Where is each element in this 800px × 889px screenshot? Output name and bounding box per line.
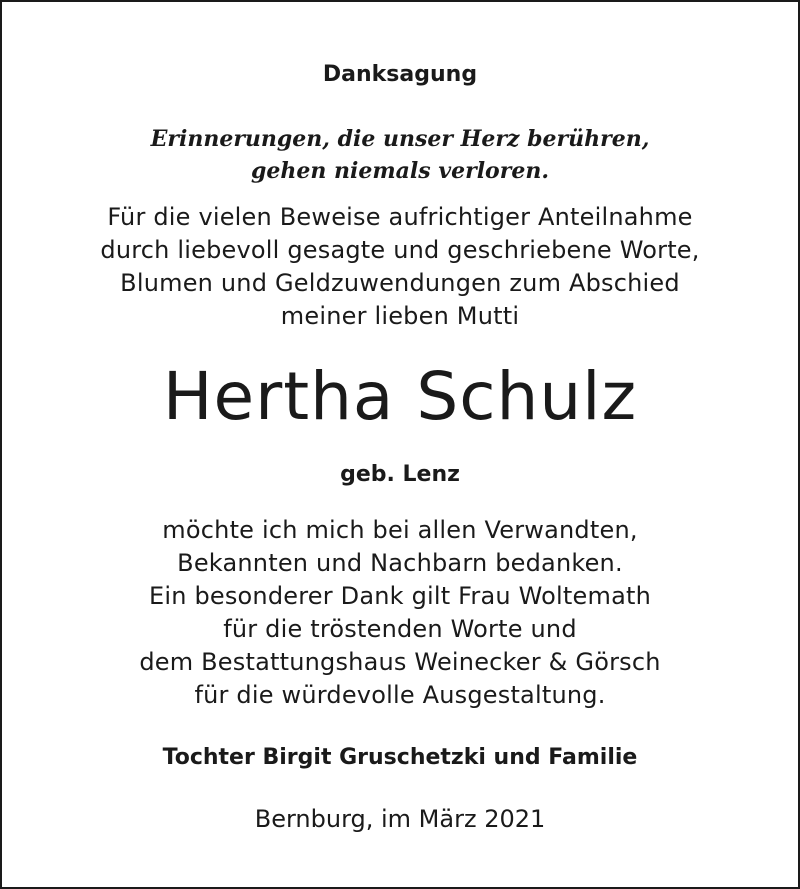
- thanks-line-2: Bekannten und Nachbarn bedanken.: [177, 549, 623, 577]
- signature: Tochter Birgit Gruschetzki und Familie: [162, 745, 638, 770]
- deceased-name: Hertha Schulz: [162, 358, 638, 435]
- thanks-line-6: für die würdevolle Ausgestaltung.: [194, 681, 606, 709]
- thanks-line-1: möchte ich mich bei allen Verwandten,: [162, 516, 638, 544]
- notice-heading: Danksagung: [322, 62, 478, 87]
- thanks-line-4: für die tröstenden Worte und: [223, 615, 577, 643]
- intro-line-2: durch liebevoll gesagte und geschriebene Worte,: [100, 236, 700, 264]
- quote-line-2: gehen niemals verloren.: [251, 158, 549, 184]
- quote-line-1: Erinnerungen, die unser Herz berühren,: [150, 126, 650, 152]
- intro-line-1: Für die vielen Beweise aufrichtiger Anteilnahme: [107, 203, 693, 231]
- intro-line-3: Blumen und Geldzuwendungen zum Abschied: [120, 269, 680, 297]
- thanks-line-5: dem Bestattungshaus Weinecker & Görsch: [139, 648, 661, 676]
- birth-name: geb. Lenz: [340, 462, 460, 487]
- intro-line-4: meiner lieben Mutti: [280, 302, 520, 330]
- thanks-line-3: Ein besonderer Dank gilt Frau Woltemath: [148, 582, 652, 610]
- place-and-date: Bernburg, im März 2021: [254, 805, 546, 833]
